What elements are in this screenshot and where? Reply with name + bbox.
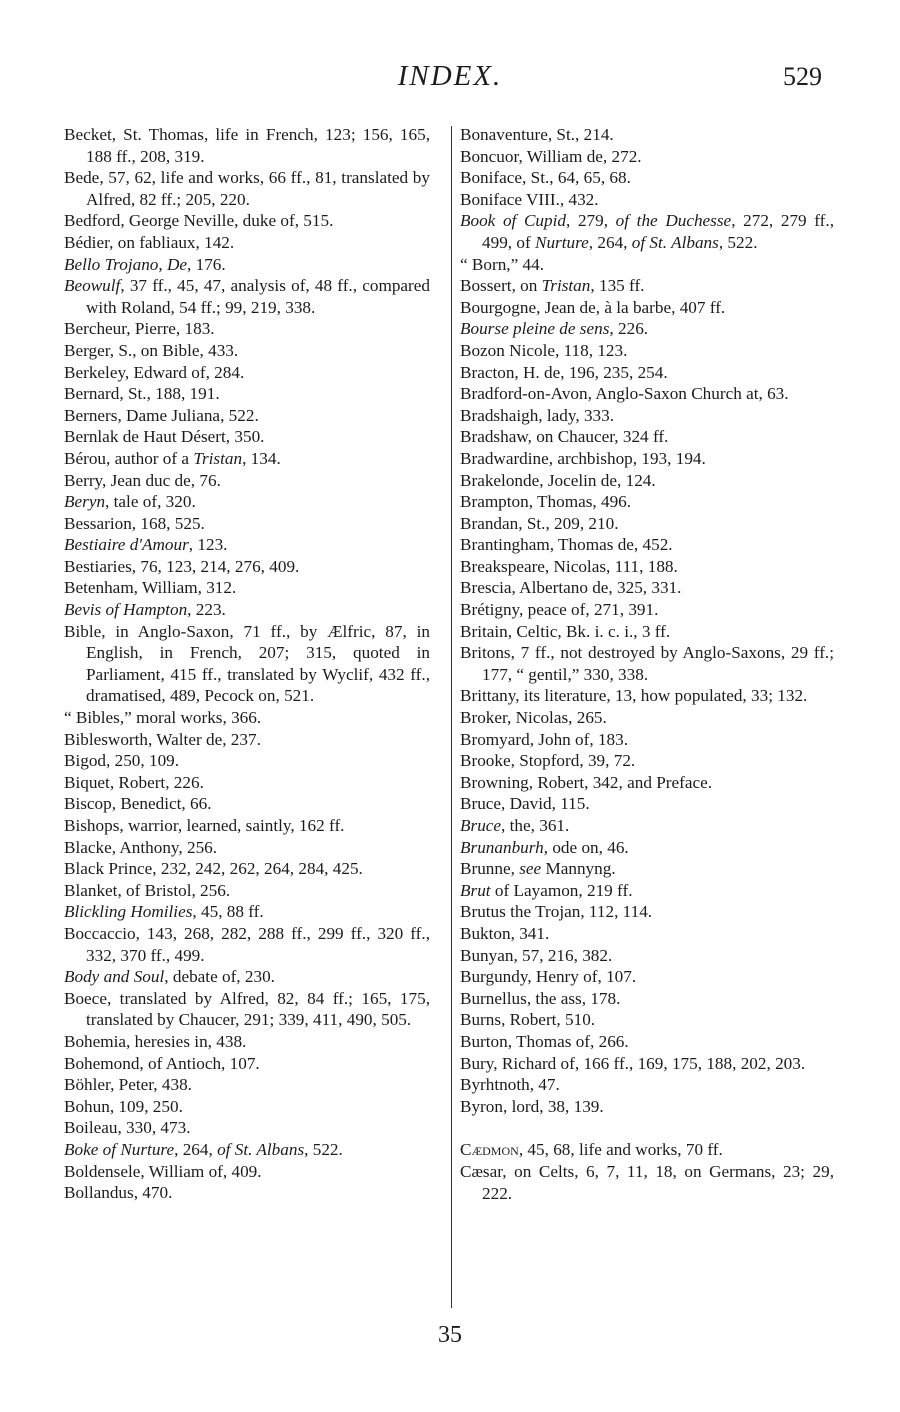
index-entry-text: Bradwardine, archbishop, 193, 194.: [460, 448, 706, 468]
index-entry: [460, 1031, 834, 1053]
index-entry: [64, 707, 430, 729]
index-entry: [64, 362, 430, 384]
index-entry-text: “ Born,” 44.: [460, 254, 545, 274]
index-entry: [64, 880, 430, 902]
index-entry-text: , 134.: [242, 448, 281, 468]
index-entry-title: of St. Albans: [631, 232, 719, 252]
index-entry: [64, 318, 430, 340]
index-entry-text: Bradshaigh, lady, 333.: [460, 405, 615, 425]
index-entry: [460, 275, 834, 297]
index-entry-text: Biquet, Robert, 226.: [64, 772, 204, 792]
index-entry: [460, 707, 834, 729]
index-entry: [460, 167, 834, 189]
index-entry: [64, 1053, 430, 1075]
index-entry-text: Cædmon: [460, 1140, 519, 1160]
index-entry: [64, 1182, 430, 1204]
index-entry: [460, 1096, 834, 1118]
index-entry-text: Bradford-on-Avon, Anglo-Saxon Church at, 63.: [460, 384, 789, 404]
index-entry: [460, 254, 834, 276]
index-entry-text: , 264,: [174, 1139, 218, 1159]
index-entry-title: Beryn: [64, 492, 106, 512]
index-entry-text: Bessarion, 168, 525.: [64, 513, 205, 533]
index-entry: [460, 793, 834, 815]
index-entry-text: , 123.: [188, 535, 228, 555]
index-column-left: [64, 124, 430, 1204]
index-entry: [460, 318, 834, 340]
index-entry-title: Bello Trojano, De: [64, 254, 188, 274]
index-entry-title: Bourse pleine de sens: [460, 319, 610, 339]
index-entry: [64, 966, 430, 988]
index-entry-title: Body and Soul: [64, 967, 165, 987]
index-entry-text: , 279,: [566, 211, 616, 231]
index-entry: [460, 858, 834, 880]
index-entry: [64, 1096, 430, 1118]
index-entry-text: Brandan, St., 209, 210.: [460, 513, 619, 533]
index-entry-text: Böhler, Peter, 438.: [64, 1075, 192, 1095]
index-entry-text: Bury, Richard of, 166 ff., 169, 175, 188, 202, 203.: [460, 1053, 806, 1073]
index-entry: [64, 1074, 430, 1096]
index-entry-text: Byron, lord, 38, 139.: [460, 1096, 604, 1116]
index-entry: [460, 448, 834, 470]
index-entry-title: Nurture: [535, 232, 589, 252]
index-entry-text: Bonaventure, St., 214.: [460, 125, 614, 144]
index-entry-text: Browning, Robert, 342, and Preface.: [460, 772, 713, 792]
index-entry: [460, 966, 834, 988]
index-entry-text: Bukton, 341.: [460, 923, 550, 943]
index-entry-text: Brittany, its literature, 13, how populated, 33; 132.: [460, 686, 808, 706]
index-entry-text: , 176.: [187, 254, 226, 274]
index-entry: [64, 383, 430, 405]
index-entry-text: Brooke, Stopford, 39, 72.: [460, 751, 636, 771]
index-entry-text: Brampton, Thomas, 496.: [460, 492, 632, 512]
index-entry-title: Tristan: [541, 276, 591, 296]
index-entry: [64, 901, 430, 923]
index-entry-text: Brescia, Albertano de, 325, 331.: [460, 578, 682, 598]
index-entry-text: , 37 ff., 45, 47, analysis of, 48 ff., compared with Roland, 54 ff.; 99, 219, 338.: [86, 276, 430, 317]
index-entry-text: , the, 361.: [501, 816, 570, 835]
index-entry: [460, 1009, 834, 1031]
index-entry-text: Berkeley, Edward of, 284.: [64, 362, 245, 382]
index-entry-text: , 45, 88 ff.: [192, 902, 264, 922]
index-entry: [460, 362, 834, 384]
index-entry: [460, 901, 834, 923]
index-entry-text: , 264,: [588, 232, 632, 252]
index-entry: [460, 685, 834, 707]
index-entry: [64, 1031, 430, 1053]
index-entry-text: Burgundy, Henry of, 107.: [460, 967, 637, 987]
index-entry: [64, 124, 430, 167]
index-entry: [64, 1117, 430, 1139]
index-entry: [460, 556, 834, 578]
index-entry-text: Boncuor, William de, 272.: [460, 146, 642, 166]
index-entry: [64, 534, 430, 556]
index-entry-title: of the Duchesse: [615, 211, 732, 231]
index-entry: [460, 599, 834, 621]
index-entry-text: Bercheur, Pierre, 183.: [64, 319, 215, 339]
index-entry-text: Bishops, warrior, learned, saintly, 162 ff.: [64, 816, 345, 835]
page-title: INDEX.: [397, 60, 503, 92]
index-entry-text: Boniface, St., 64, 65, 68.: [460, 168, 631, 188]
index-entry-text: Mannyng.: [541, 859, 616, 879]
index-entry-text: Britons, 7 ff., not destroyed by Anglo-Saxons, 29 ff.; 177, “ gentil,” 330, 338.: [460, 643, 834, 684]
index-entry-text: Bossert, on: [460, 276, 542, 296]
index-entry: [460, 1161, 834, 1204]
index-entry: [460, 642, 834, 685]
index-entry-text: Bernard, St., 188, 191.: [64, 384, 220, 404]
index-entry-text: Berners, Dame Juliana, 522.: [64, 405, 259, 425]
index-entry: [460, 513, 834, 535]
index-entry-title: Boke of Nurture: [64, 1139, 175, 1159]
index-entry: [460, 491, 834, 513]
index-entry: [460, 189, 834, 211]
index-entry: [460, 1139, 834, 1161]
index-entry-text: Bollandus, 470.: [64, 1183, 173, 1203]
index-entry-text: Betenham, William, 312.: [64, 578, 237, 598]
index-entry-text: Blanket, of Bristol, 256.: [64, 880, 231, 900]
index-entry-text: “ Bibles,” moral works, 366.: [64, 708, 262, 728]
index-entry-text: , debate of, 230.: [164, 967, 275, 987]
index-entry-title: Blickling Homilies: [64, 902, 193, 922]
index-entry-text: Bradshaw, on Chaucer, 324 ff.: [460, 427, 669, 447]
index-entry: [64, 988, 430, 1031]
index-entry: [64, 556, 430, 578]
index-entry-text: Brantingham, Thomas de, 452.: [460, 535, 673, 555]
index-entry-text: Burnellus, the ass, 178.: [460, 988, 621, 1008]
index-entry: [460, 729, 834, 751]
index-entry: [64, 837, 430, 859]
index-entry-text: Brakelonde, Jocelin de, 124.: [460, 470, 656, 490]
page-number: 529: [783, 62, 822, 91]
index-entry: [460, 577, 834, 599]
index-entry-title: Bestiaire d'Amour: [64, 535, 189, 555]
index-entry-text: Burns, Robert, 510.: [460, 1010, 596, 1030]
index-entry: [460, 297, 834, 319]
index-entry: [64, 470, 430, 492]
running-head: [0, 60, 900, 104]
index-entry-text: Byrhtnoth, 47.: [460, 1075, 560, 1095]
index-entry: [64, 577, 430, 599]
index-entry: [64, 599, 430, 621]
index-entry-text: , ode on, 46.: [543, 837, 629, 857]
index-entry-text: , tale of, 320.: [105, 492, 196, 512]
index-entry-text: , 522.: [718, 232, 758, 252]
index-entry-text: Berger, S., on Bible, 433.: [64, 340, 239, 360]
index-entry-text: Britain, Celtic, Bk. i. c. i., 3 ff.: [460, 621, 671, 641]
index-entry-text: Bunyan, 57, 216, 382.: [460, 945, 613, 965]
index-entry-title: Tristan: [193, 448, 243, 468]
index-entry-text: Boileau, 330, 473.: [64, 1118, 191, 1138]
index-entry-text: Bedford, George Neville, duke of, 515.: [64, 211, 334, 231]
index-entry-title: Brunanburh: [460, 837, 544, 857]
index-entry: [460, 880, 834, 902]
index-entry-title: Bevis of Hampton: [64, 600, 188, 620]
index-entry: [460, 534, 834, 556]
column-divider: [451, 126, 452, 1308]
signature-mark: 35: [438, 1322, 462, 1348]
index-entry-title: Brut: [460, 880, 491, 900]
index-entry: [460, 470, 834, 492]
index-entry-text: Boldensele, William of, 409.: [64, 1161, 262, 1181]
index-entry: [460, 750, 834, 772]
index-entry: [460, 837, 834, 859]
index-entry-title: of St. Albans: [217, 1139, 305, 1159]
index-entry-text: Bigod, 250, 109.: [64, 751, 180, 771]
index-entry-text: Breakspeare, Nicolas, 111, 188.: [460, 556, 678, 576]
index-entry-text: Biblesworth, Walter de, 237.: [64, 729, 261, 749]
index-entry: [460, 146, 834, 168]
index-entry: [64, 793, 430, 815]
index-entry: [64, 275, 430, 318]
index-entry-text: Bede, 57, 62, life and works, 66 ff., 81, translated by Alfred, 82 ff.; 205, 220.: [64, 168, 430, 209]
index-entry-text: of Layamon, 219 ff.: [490, 880, 633, 900]
index-entry: [460, 1053, 834, 1075]
index-entry: [64, 1139, 430, 1161]
index-entry: [64, 858, 430, 880]
index-entry-text: Bérou, author of a: [64, 448, 194, 468]
index-entry-text: Brutus the Trojan, 112, 114.: [460, 902, 653, 922]
index-entry: [460, 621, 834, 643]
index-entry: [460, 124, 834, 146]
index-entry: [460, 340, 834, 362]
index-entry-text: Boccaccio, 143, 268, 282, 288 ff., 299 ff., 320 ff., 332, 370 ff., 499.: [64, 923, 430, 965]
index-entry-text: Bohun, 109, 250.: [64, 1096, 183, 1116]
index-entry: [460, 923, 834, 945]
index-entry: [64, 167, 430, 210]
index-entry-text: , 226.: [609, 319, 649, 339]
index-entry-text: Boniface VIII., 432.: [460, 189, 599, 209]
index-entry: [64, 232, 430, 254]
index-entry-text: , 135 ff.: [590, 276, 645, 296]
index-entry-text: , 522.: [304, 1139, 343, 1159]
index-entry-text: Berry, Jean duc de, 76.: [64, 470, 221, 490]
index-entry: [64, 491, 430, 513]
index-entry-text: Bédier, on fabliaux, 142.: [64, 232, 235, 252]
index-entry-text: Broker, Nicolas, 265.: [460, 708, 607, 728]
index-entry: [460, 988, 834, 1010]
index-entry: [64, 772, 430, 794]
index-entry: [64, 340, 430, 362]
index-entry: [64, 210, 430, 232]
index-entry: [64, 729, 430, 751]
index-entry-text: Cæsar, on Celts, 6, 7, 11, 18, on Germans, 23; 29, 222.: [460, 1161, 834, 1203]
index-column-right: [460, 124, 834, 1204]
index-entry-text: Brétigny, peace of, 271, 391.: [460, 600, 659, 620]
index-entry: [64, 254, 430, 276]
index-entry-title: Beowulf: [64, 276, 121, 296]
index-entry: [460, 383, 834, 405]
index-entry-text: Bestiaries, 76, 123, 214, 276, 409.: [64, 556, 300, 576]
index-entry-text: Bracton, H. de, 196, 235, 254.: [460, 362, 668, 382]
index-entry: [64, 1161, 430, 1183]
index-entry: [460, 815, 834, 837]
index-entry-text: Bozon Nicole, 118, 123.: [460, 340, 628, 360]
index-entry-text: Bible, in Anglo-Saxon, 71 ff., by Ælfric, 87, in English, in French, 207; 315, quoted in Parliament, 415 ff., translated by Wyclif, 432 ff., dramatised, 489, Pecock on, 521.: [64, 621, 430, 706]
index-entry-text: Blacke, Anthony, 256.: [64, 837, 218, 857]
index-entry-title: Book of Cupid: [460, 211, 566, 231]
index-entry: [460, 1074, 834, 1096]
index-entry-text: Burton, Thomas of, 266.: [460, 1031, 629, 1051]
index-entry: [460, 405, 834, 427]
index-entry-title: see: [519, 859, 542, 879]
index-entry-text: , 223.: [187, 600, 226, 620]
index-entry-text: Brunne,: [460, 859, 520, 879]
index-entry: [460, 772, 834, 794]
index-entry: [64, 923, 430, 966]
index-entry: [64, 815, 430, 837]
index-entry-text: Bohemia, heresies in, 438.: [64, 1031, 247, 1051]
index-entry: [64, 513, 430, 535]
index-entry-text: Bruce, David, 115.: [460, 794, 590, 814]
index-entry: [64, 405, 430, 427]
index-entry-title: Bruce: [460, 816, 502, 835]
index-entry: [460, 426, 834, 448]
index-entry-text: , 45, 68, life and works, 70 ff.: [518, 1140, 723, 1160]
index-entry-text: Bohemond, of Antioch, 107.: [64, 1053, 260, 1073]
index-entry-text: Boece, translated by Alfred, 82, 84 ff.; 165, 175, translated by Chaucer, 291; 339, 411, 490, 505.: [64, 988, 430, 1030]
index-entry-text: Bourgogne, Jean de, à la barbe, 407 ff.: [460, 297, 726, 317]
index-entry: [460, 945, 834, 967]
index-entry: [460, 210, 834, 253]
index-entry: [64, 426, 430, 448]
index-entry: [64, 750, 430, 772]
index-entry-text: Biscop, Benedict, 66.: [64, 794, 212, 814]
index-entry-text: Bromyard, John of, 183.: [460, 729, 629, 749]
index-entry-text: Becket, St. Thomas, life in French, 123; 156, 165, 188 ff., 208, 319.: [64, 125, 430, 166]
index-entry: [64, 448, 430, 470]
index-entry-text: , 272, 279 ff., 499, of: [482, 211, 835, 252]
index-entry-text: Black Prince, 232, 242, 262, 264, 284, 425.: [64, 859, 363, 879]
index-entry: [64, 621, 430, 707]
index-entry-text: Bernlak de Haut Désert, 350.: [64, 427, 265, 447]
